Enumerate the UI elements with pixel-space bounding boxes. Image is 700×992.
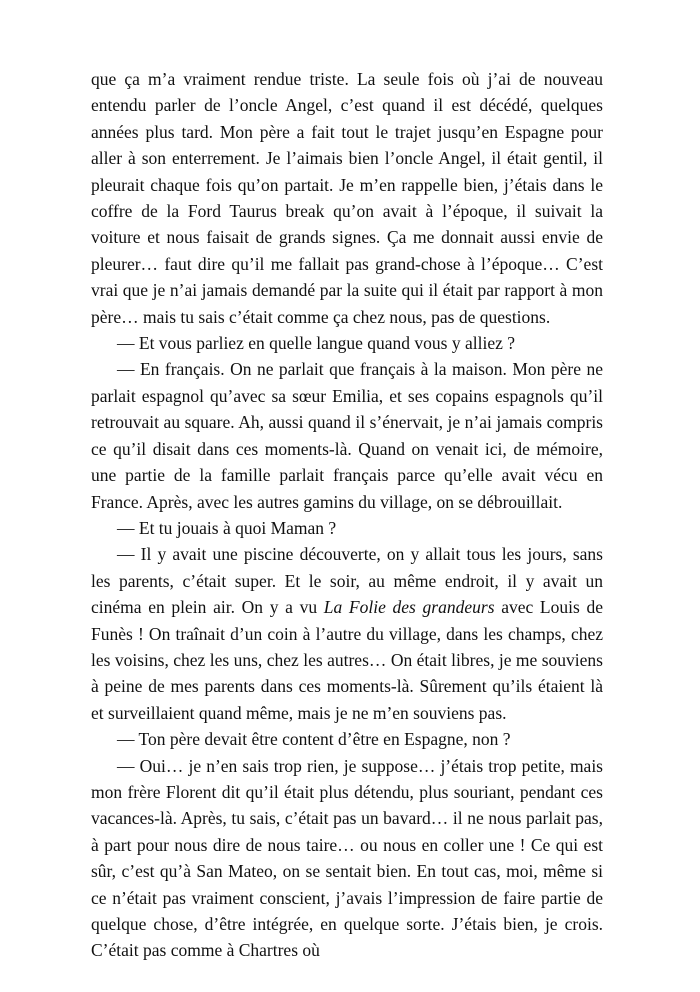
body-text xyxy=(91,66,603,964)
paragraph xyxy=(91,66,603,330)
text-run: — Ton père devait être content d’être en Espagne, non ? xyxy=(117,729,511,750)
text-run: que ça m’a vraiment rendue triste. La seule fois où j’ai de nouveau entendu parler de l’oncle Angel, c’est quand il est décédé, quelques années plus tard. Mon père a fait tout le trajet jusqu’en Espagne pour aller à son enterrement. Je l’aimais bien l’oncle Angel, il était gentil, il pleurait chaque fois qu’on partait. Je m’en rappelle bien, j’étais dans le coffre de la Ford Taurus break qu’on avait à l’époque, il suivait la voiture et nous faisait de grands signes. Ça me donnait aussi envie de pleurer… faut dire qu’il me fallait pas grand-chose à l’époque… C’est vrai que je n’ai jamais demandé par la suite qui il était par rapport à mon père… mais tu sais c’était comme ça chez nous, pas de questions. xyxy=(91,69,603,327)
paragraph xyxy=(91,726,603,752)
text-run: avec Louis de Funès ! On traînait d’un coin à l’autre du village, dans les champs, chez les voisins, chez les uns, chez les autres… On était libres, je me souviens à peine de mes parents dans ces moments-là. Sûrement qu’ils étaient là et surveillaient quand même, mais je ne m’en souviens pas. xyxy=(91,597,603,723)
text-run: — Et vous parliez en quelle langue quand vous y alliez ? xyxy=(117,333,515,354)
paragraph xyxy=(91,753,603,964)
paragraph xyxy=(91,330,603,356)
italic-title: La Folie des grandeurs xyxy=(323,597,495,618)
text-run: — Il y avait une piscine découverte, on y allait tous les jours, sans les parents, c’était super. Et le soir, au même endroit, il y avait un cinéma en plein air. On y a vu xyxy=(91,544,603,618)
text-run: — En français. On ne parlait que français à la maison. Mon père ne parlait espagnol qu’avec sa sœur Emilia, et ses copains espagnols qu’il retrouvait au square. Ah, aussi quand il s’énervait, je n’ai jamais compris ce qu’il disait dans ces moments-là. Quand on venait ici, de mémoire, une partie de la famille parlait français parce qu’elle avait vécu en France. Après, avec les autres gamins du village, on se débrouillait. xyxy=(91,359,603,512)
paragraph xyxy=(91,541,603,726)
paragraph xyxy=(91,356,603,514)
text-run: — Oui… je n’en sais trop rien, je suppose… j’étais trop petite, mais mon frère Florent dit qu’il était plus détendu, plus souriant, pendant ces vacances-là. Après, tu sais, c’était pas un bavard… il ne nous parlait pas, à part pour nous dire de nous taire… ou nous en coller une ! Ce qui est sûr, c’est qu’à San Mateo, on se sentait bien. En tout cas, moi, même si ce n’était pas vraiment conscient, j’avais l’impression de faire partie de quelque chose, d’être intégrée, en quelque sorte. J’étais bien, je crois. C’était pas comme à Chartres où xyxy=(91,755,603,961)
paragraph xyxy=(91,515,603,541)
text-run: — Et tu jouais à quoi Maman ? xyxy=(117,517,337,538)
